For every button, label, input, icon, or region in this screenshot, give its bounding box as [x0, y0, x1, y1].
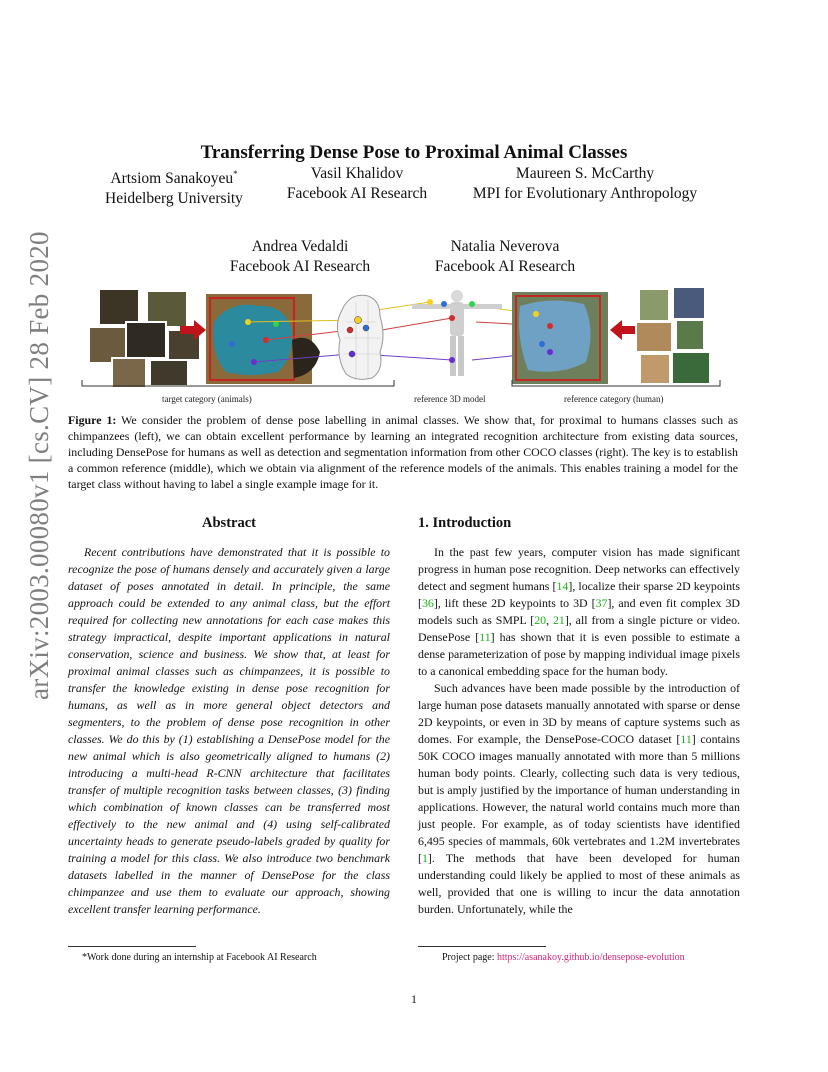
figure-1: [80, 282, 740, 412]
human-densepose-image: [512, 292, 608, 384]
author-affiliation: MPI for Evolutionary Anthropology: [472, 185, 698, 202]
author-affiliation: Heidelberg University: [105, 190, 243, 208]
chimpanzee-densepose-image: [206, 294, 320, 384]
author-name: Natalia Neverova: [450, 238, 560, 255]
footnote-rule: [68, 946, 196, 947]
citation-link[interactable]: 36: [421, 596, 434, 610]
figure-1-illustration: [80, 282, 740, 412]
figure-caption: [68, 412, 738, 492]
chimpanzee-thumbnails: [90, 290, 200, 388]
abstract-heading: Abstract: [202, 515, 256, 531]
citation-link[interactable]: 14: [556, 579, 569, 593]
footnote-right: [442, 952, 685, 963]
author-block: [98, 164, 250, 209]
arxiv-identifier: arXiv:2003.00080v1 [cs.CV] 28 Feb 2020: [24, 231, 54, 700]
author-name: Maureen S. McCarthy: [515, 165, 655, 182]
caption-label: Figure 1:: [68, 413, 117, 427]
author-affiliation: Facebook AI Research: [229, 258, 371, 275]
abstract-text: Recent contributions have demonstrated that it is possible to recognize the pose of humans densely and accurately given a large dataset of poses annotated in detail. In principle, the same approach could be extended to any animal class, but the effort required for collecting new annotations for each case makes this strategy impractical, despite important applications in natural conservation, science and business. We show that, at least for proximal animal classes such as chimpanzees, it is possible to transfer the knowledge existing in dense pose recognition for humans, as well as in more general object detectors and segmenters, to the problem of dense pose recognition in other classes. We do this by (1) establishing a DensePose model for the new animal which is also geometrically aligned to humans (2) introducing a multi-head R-CNN architecture that facilitates transfer of multiple recognition tasks between classes, (3) finding which combination of known classes can be transferred most effectively to the new animal and (4) using self-calibrated uncertainty heads to generate pseudo-labels graded by quality for training a model for this class. We also introduce two benchmark datasets labelled in the manner of DensePose for the class chimpanzee and use them to evaluate our approach, showing excellent transfer learning performance.: [68, 545, 390, 916]
author-name: Artsiom Sanakoyeu: [110, 170, 234, 188]
footnote-left: *Work done during an internship at Facebook AI Research: [82, 952, 317, 963]
author-block: [464, 164, 706, 204]
citation-link[interactable]: 1: [421, 851, 428, 865]
citation-link[interactable]: 20: [534, 613, 547, 627]
chimpanzee-3d-mesh: [337, 295, 383, 379]
arrow-icon: [610, 320, 638, 340]
author-block: [427, 237, 583, 277]
footnote-rule: [418, 946, 546, 947]
page-number: 1: [411, 992, 417, 1006]
project-page-label: Project page:: [442, 952, 497, 963]
author-affiliation: Facebook AI Research: [286, 185, 428, 202]
citation-link[interactable]: 21: [552, 613, 565, 627]
introduction-paragraph: Such advances have been made possible by the introduction of large human pose datasets manually annotated with sparse or dense 2D keypoints, or even in 3D by means of capture systems such as domes. For example, the DensePose-COCO dataset [11] contains 50K COCO images manually annotated with more than 5 millions human body points. Clearly, collecting such data is very tedious, but is amply justified by the importance of human understanding in applications. However, the natural world contains much more than just people. For example, as of today scientists have identified 6,495 species of mammals, 60k vertebrates and 1.2M invertebrates [1]. The methods that have been developed for human understanding could likely be applied to most of these animals as well, provided that one is willing to incur the data annotation burden. Unfortunately, while the: [418, 681, 740, 916]
figure-label-reference-model: reference 3D model: [414, 394, 486, 404]
citation-link[interactable]: 37: [595, 596, 608, 610]
citation-link[interactable]: 11: [479, 630, 491, 644]
caption-text: We consider the problem of dense pose labelling in animal classes. We show that, for proximal to humans classes such as chimpanzees (left), we can obtain excellent performance by learning an integrated recognition architecture from existing data sources, including DensePose for humans as well as detection and segmentation information from other COCO classes (right). The key is to establish a common reference (middle), which we obtain via alignment of the reference models of the animals. This enables training a model for the target class without having to label a single example image for it.: [68, 413, 739, 491]
author-footnote-mark: *: [233, 169, 238, 179]
human-thumbnails: [636, 288, 710, 384]
introduction-body: [418, 544, 740, 918]
figure-label-target: target category (animals): [162, 394, 252, 404]
author-block: [279, 164, 435, 204]
figure-label-reference: reference category (human): [564, 394, 664, 404]
arxiv-stamp: [18, 231, 58, 700]
citation-link[interactable]: 11: [680, 732, 692, 746]
introduction-heading: 1. Introduction: [418, 515, 512, 531]
author-name: Vasil Khalidov: [310, 165, 404, 182]
author-block: [222, 237, 378, 277]
paper-title: Transferring Dense Pose to Proximal Animal Classes: [200, 142, 628, 163]
introduction-paragraph: In the past few years, computer vision has made significant progress in human pose recognition. Deep networks can effectively detect and segment humans [14], localize their sparse 2D keypoints [36], lift these 2D keypoints to 3D [37], and even fit complex 3D models such as SMPL [20, 21], all from a single picture or video. DensePose [11] has shown that it is even possible to estimate a dense parameterization of pose by mapping individual image pixels to a canonical embedding space for the human body.: [418, 545, 741, 678]
author-affiliation: Facebook AI Research: [434, 258, 576, 275]
author-name: Andrea Vedaldi: [251, 238, 349, 255]
project-page-link[interactable]: https://asanakoy.github.io/densepose-evolution: [496, 952, 685, 963]
